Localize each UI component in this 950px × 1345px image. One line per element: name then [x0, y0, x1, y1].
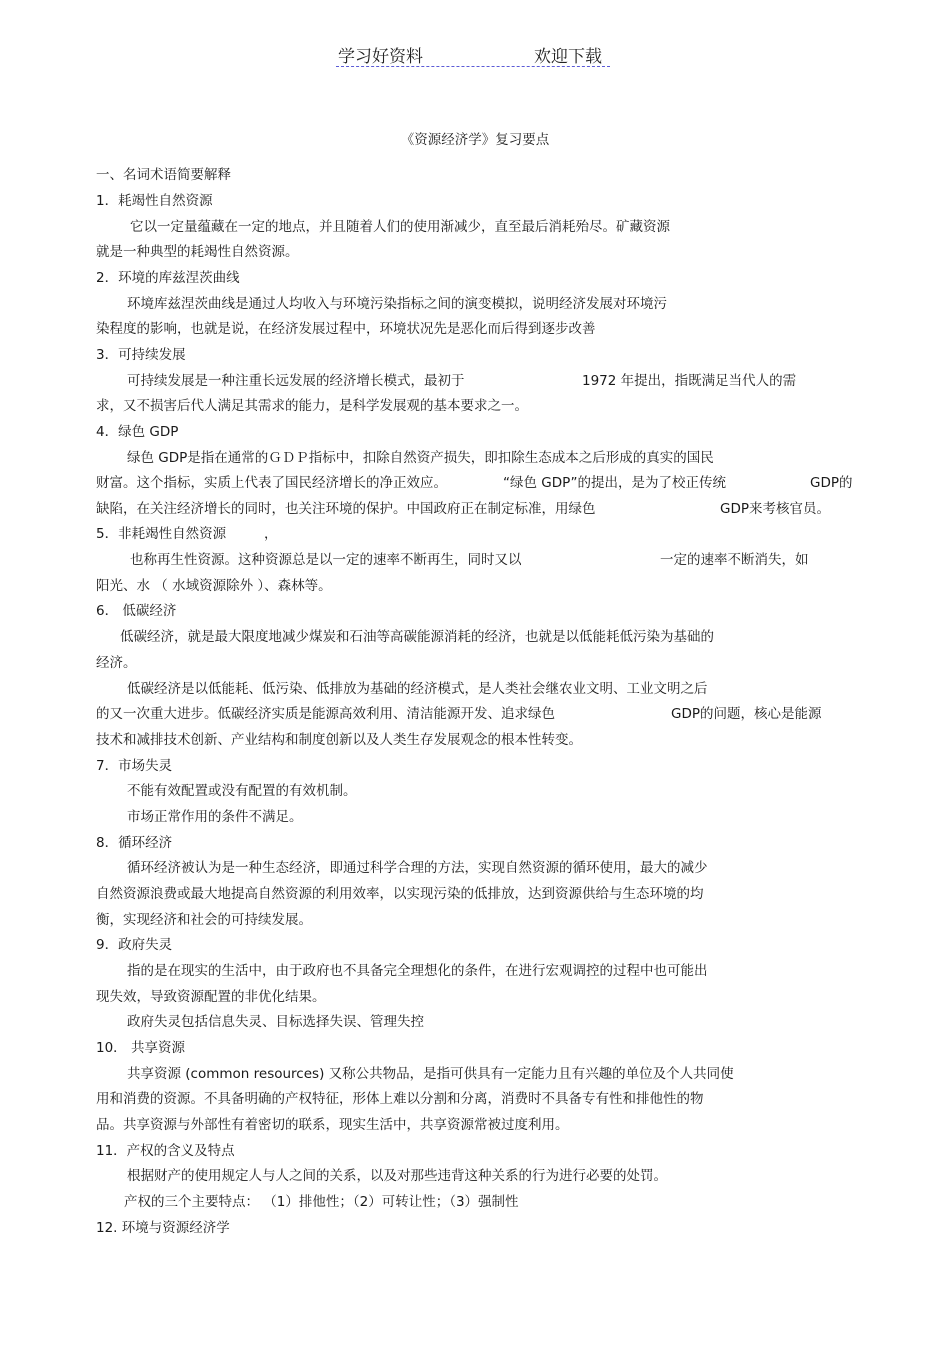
term-heading: 12. 环境与资源经济学	[96, 1220, 230, 1236]
term-heading: 6． 低碳经济	[96, 603, 177, 619]
term-text: 技术和减排技术创新、产业结构和制度创新以及人类生存发展观念的根本性转变。	[96, 732, 582, 748]
term-heading: 11．产权的含义及特点	[96, 1143, 235, 1159]
term-text: 也称再生性资源。这种资源总是以一定的速率不断再生，同时又以	[130, 552, 522, 568]
term-heading: 10． 共享资源	[96, 1040, 185, 1056]
term-text: 指的是在现实的生活中，由于政府也不具备完全理想化的条件，在进行宏观调控的过程中也可能出	[127, 963, 708, 979]
term-text: GDP来考核官员。	[720, 501, 830, 517]
header-right-text: 欢迎下载	[534, 47, 602, 67]
term-text: 就是一种典型的耗竭性自然资源。	[96, 244, 299, 260]
term-text: 可持续发展是一种注重长远发展的经济增长模式，最初于	[127, 373, 465, 389]
term-text: 低碳经济是以低能耗、低污染、低排放为基础的经济模式，是人类社会继农业文明、工业文明之后	[127, 681, 708, 697]
section-heading: 一、名词术语简要解释	[96, 167, 231, 183]
term-text: 一定的速率不断消失，如	[660, 552, 809, 568]
term-text: GDP的	[810, 475, 853, 491]
term-text: 自然资源浪费或最大地提高自然资源的利用效率，以实现污染的低排放，达到资源供给与生态环境的均	[96, 886, 704, 902]
term-text: 产权的三个主要特点： （1）排他性；（2）可转让性；（3）强制性	[124, 1194, 519, 1210]
term-text: 低碳经济，就是最大限度地减少煤炭和石油等高碳能源消耗的经济，也就是以低能耗低污染为基础的	[120, 629, 714, 645]
term-text: 绿色 GDP是指在通常的ＧＤＰ指标中，扣除自然资产损失，即扣除生态成本之后形成的真实的国民	[127, 450, 714, 466]
term-text: 环境库兹涅茨曲线是通过人均收入与环境污染指标之间的演变模拟，说明经济发展对环境污	[127, 296, 667, 312]
term-heading: 1．耗竭性自然资源	[96, 193, 213, 209]
term-text: 共享资源 (common resources) 又称公共物品，是指可供具有一定能力且有兴趣的单位及个人共同使	[127, 1066, 734, 1082]
term-heading: 8．循环经济	[96, 835, 173, 851]
term-heading: 9．政府失灵	[96, 937, 173, 953]
header-left-text: 学习好资料	[338, 47, 423, 67]
document-title: 《资源经济学》复习要点	[400, 132, 550, 148]
term-text: 它以一定量蕴藏在一定的地点，并且随着人们的使用渐减少，直至最后消耗殆尽。矿藏资源	[130, 219, 670, 235]
term-text: 市场正常作用的条件不满足。	[127, 809, 303, 825]
term-text: 衡，实现经济和社会的可持续发展。	[96, 912, 312, 928]
term-heading: 4．绿色 GDP	[96, 424, 179, 440]
term-text: 品。共享资源与外部性有着密切的联系，现实生活中，共享资源常被过度利用。	[96, 1117, 569, 1133]
term-text: 根据财产的使用规定人与人之间的关系，以及对那些违背这种关系的行为进行必要的处罚。	[127, 1168, 667, 1184]
term-text: GDP的问题，核心是能源	[671, 706, 822, 722]
term-text: 经济。	[96, 655, 137, 671]
term-text: 染程度的影响，也就是说，在经济发展过程中，环境状况先是恶化而后得到逐步改善	[96, 321, 596, 337]
term-text: 循环经济被认为是一种生态经济，即通过科学合理的方法，实现自然资源的循环使用，最大的减少	[127, 860, 708, 876]
term-text: “绿色 GDP”的提出，是为了校正传统	[503, 475, 727, 491]
term-heading: 5．非耗竭性自然资源	[96, 526, 227, 542]
term-text: 不能有效配置或没有配置的有效机制。	[127, 783, 357, 799]
term-text: 财富。这个指标，实质上代表了国民经济增长的净正效应。	[96, 475, 447, 491]
term-heading: 7．市场失灵	[96, 758, 173, 774]
term-text: 的又一次重大进步。低碳经济实质是能源高效利用、清洁能源开发、追求绿色	[96, 706, 555, 722]
term-text: 政府失灵包括信息失灵、目标选择失误、管理失控	[127, 1014, 424, 1030]
term-heading: 2．环境的库兹涅茨曲线	[96, 270, 240, 286]
term-text: 求，又不损害后代人满足其需求的能力，是科学发展观的基本要求之一。	[96, 398, 528, 414]
term-text: 现失效，导致资源配置的非优化结果。	[96, 989, 326, 1005]
term-heading: 3．可持续发展	[96, 347, 186, 363]
term-text: 1972 年提出，指既满足当代人的需	[582, 373, 797, 389]
term-text: 阳光、水 （ 水域资源除外 ）、森林等。	[96, 578, 332, 594]
term-text: 用和消费的资源。不具备明确的产权特征，形体上难以分割和分离，消费时不具备专有性和排他性的物	[96, 1091, 704, 1107]
term-heading-tail: ，	[264, 526, 278, 542]
term-text: 缺陷，在关注经济增长的同时，也关注环境的保护。中国政府正在制定标准，用绿色	[96, 501, 596, 517]
page-header	[336, 40, 610, 67]
